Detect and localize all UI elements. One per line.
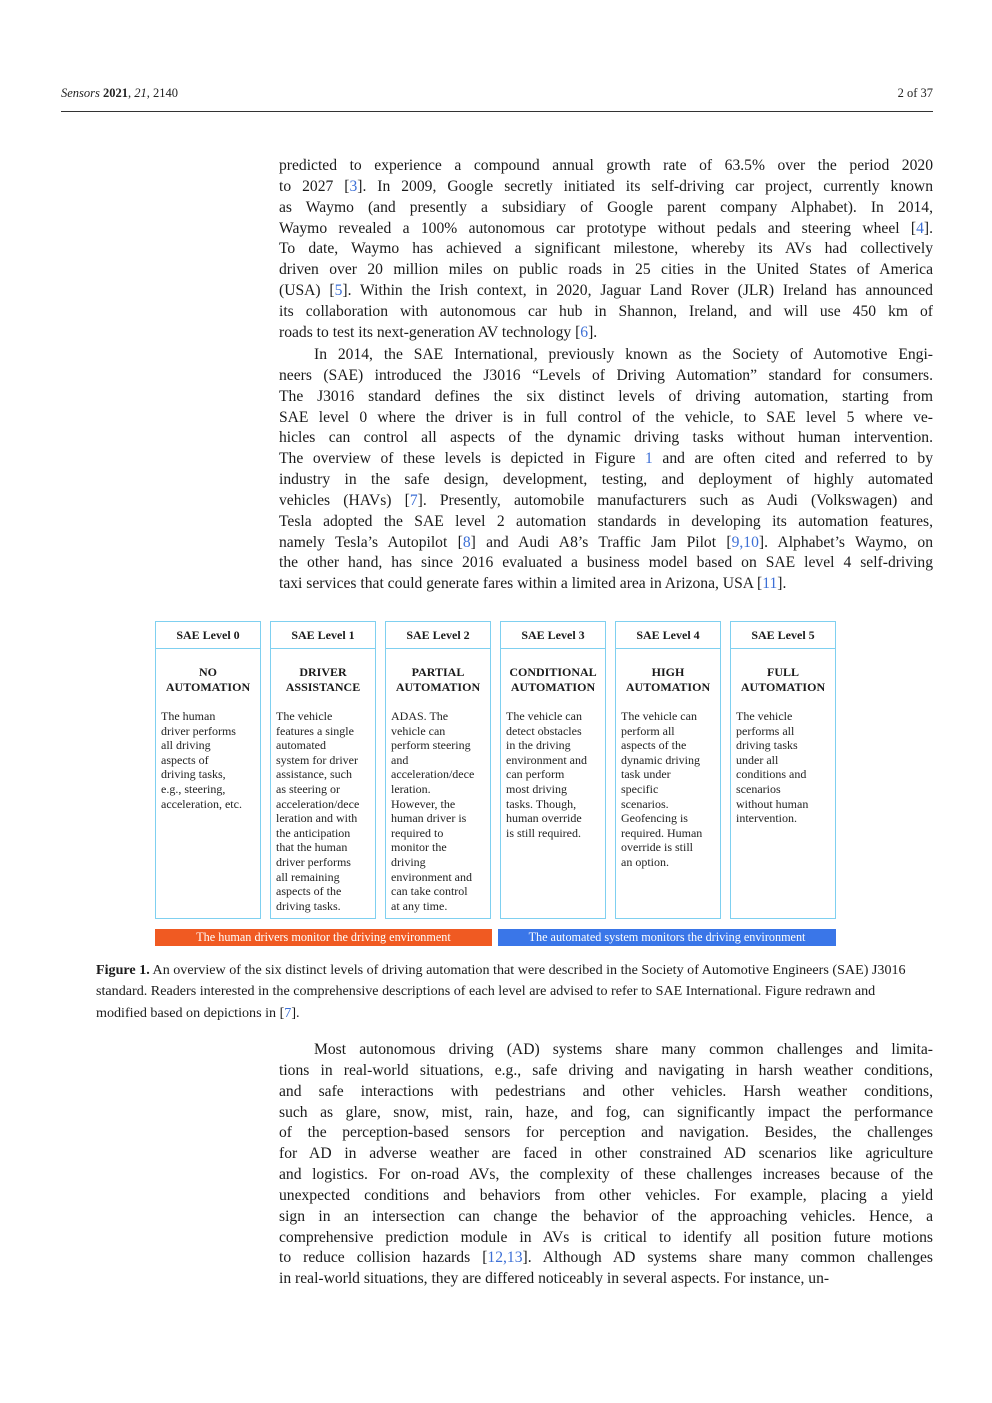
page-header xyxy=(61,86,933,106)
text-line: Waymo revealed a 100% autonomous car prototype without pedals and steering wheel [4]. xyxy=(279,219,933,237)
human-monitor-bar: The human drivers monitor the driving environment xyxy=(155,929,492,946)
text-line: sign in an intersection can change the behavior of the approaching vehicles. Hence, a xyxy=(279,1207,933,1225)
sae-level-heading: SAE Level 5 xyxy=(731,622,835,649)
text-line: namely Tesla’s Autopilot [8] and Audi A8’s Traffic Jam Pilot [9,10]. Alphabet’s Waymo, on xyxy=(279,533,934,551)
sae-level-heading: SAE Level 3 xyxy=(501,622,605,649)
figure-caption xyxy=(96,960,911,1024)
journal-volume: 21 xyxy=(134,86,147,100)
header-divider xyxy=(61,111,933,112)
text-line: industry in the safe design, development, testing, and deployment of highly automated xyxy=(279,471,933,489)
sae-level-heading: SAE Level 4 xyxy=(616,622,720,649)
automation-name: NO AUTOMATION xyxy=(165,665,251,694)
paragraph-1 xyxy=(279,156,933,344)
text-line: taxi services that could generate fares within a limited area in Arizona, USA [11]. xyxy=(279,575,787,593)
text-line: such as glare, snow, mist, rain, haze, and fog, can significantly impact the performance xyxy=(279,1103,933,1121)
level-description: The human driver performs all driving aspects of driving tasks, e.g., steering, acceleration, etc. xyxy=(161,709,242,811)
sae-level-column xyxy=(500,621,606,919)
text-line: in real-world situations, they are differed noticeably in several aspects. For instance, un- xyxy=(279,1270,830,1288)
text-line: hicles can control all aspects of the dynamic driving tasks without human intervention. xyxy=(279,429,933,447)
text-line: to 2027 [3]. In 2009, Google secretly initiated its self-driving car project, currently known xyxy=(279,177,933,195)
level-description: The vehicle features a single automated system for driver assistance, such as steering or acceleration/dece leration and with the anticipation that the human driver performs all remaining aspects of the driving tasks. xyxy=(276,709,360,913)
level-description: The vehicle can detect obstacles in the driving environment and can perform most driving tasks. Though, human override is still required. xyxy=(506,709,587,840)
page-number: 2 of 37 xyxy=(897,86,933,100)
journal-year: 2021 xyxy=(103,86,129,100)
sae-level-heading: SAE Level 0 xyxy=(156,622,260,649)
text-line: The J3016 standard defines the six distinct levels of driving automation, starting from xyxy=(279,387,933,405)
text-line: The overview of these levels is depicted in Figure 1 and are often cited and referred to by xyxy=(279,450,933,468)
automated-monitor-bar: The automated system monitors the driving environment xyxy=(498,929,836,946)
sae-level-heading: SAE Level 2 xyxy=(386,622,490,649)
article-number: 2140 xyxy=(153,86,179,100)
text-line: roads to test its next-generation AV technology [6]. xyxy=(279,323,598,341)
text-line: to reduce collision hazards [12,13]. Although AD systems share many common challenges xyxy=(279,1249,934,1267)
automation-name: DRIVER ASSISTANCE xyxy=(285,665,361,694)
text-line: In 2014, the SAE International, previously known as the Society of Automotive Engi- xyxy=(314,346,933,363)
text-line: Most autonomous driving (AD) systems share many common challenges and limita- xyxy=(314,1041,933,1058)
text-line: To date, Waymo has achieved a significant milestone, whereby its AVs had collectively xyxy=(279,240,933,258)
level-description: The vehicle can perform all aspects of the dynamic driving task under specific scenarios. Geofencing is required. Human override is still an option. xyxy=(621,709,703,869)
sae-level-column xyxy=(615,621,721,919)
paragraph-2 xyxy=(279,345,933,595)
text-line: neers (SAE) introduced the J3016 “Levels of Driving Automation” standard for consumers. xyxy=(279,366,933,384)
text-line: and logistics. For on-road AVs, the complexity of these challenges increases because of the xyxy=(279,1166,933,1184)
automation-name: HIGH AUTOMATION xyxy=(625,665,711,694)
automation-name: CONDITIONAL AUTOMATION xyxy=(509,665,597,694)
text-line: tions in real-world situations, e.g., safe driving and navigating in harsh weather conditions, xyxy=(279,1061,933,1079)
text-line: SAE level 0 where the driver is in full control of the vehicle, to SAE level 5 where ve- xyxy=(279,408,933,426)
automation-name: FULL AUTOMATION xyxy=(740,665,826,694)
level-description: The vehicle performs all driving tasks under all conditions and scenarios without human intervention. xyxy=(736,709,809,826)
text-line: driven over 20 million miles on public roads in 25 cities in the United States of America xyxy=(279,261,933,279)
caption-label: Figure 1. xyxy=(96,962,150,978)
text-line: of the perception-based sensors for perception and navigation. Besides, the challenges xyxy=(279,1124,933,1142)
level-description: ADAS. The vehicle can perform steering and acceleration/dece leration. However, the human driver is required to monitor the driving environment and can take control at any time. xyxy=(391,709,475,913)
text-line: (USA) [5]. Within the Irish context, in 2020, Jaguar Land Rover (JLR) Ireland has announced xyxy=(279,282,933,300)
text-line: and safe interactions with pedestrians and other vehicles. Harsh weather conditions, xyxy=(279,1082,933,1100)
text-line: predicted to experience a compound annual growth rate of 63.5% over the period 2020 xyxy=(279,157,933,174)
sae-level-column xyxy=(385,621,491,919)
figure-1 xyxy=(155,621,836,951)
text-line: unexpected conditions and behaviors from other vehicles. For example, placing a yield xyxy=(279,1186,933,1204)
text-line: vehicles (HAVs) [7]. Presently, automobile manufacturers such as Audi (Volkswagen) and xyxy=(279,491,933,509)
text-line: for AD in adverse weather are faced in other constrained AD scenarios like agriculture xyxy=(279,1145,933,1163)
journal-citation: Sensors 2021, 21, 2140 xyxy=(61,86,179,100)
sae-level-column xyxy=(730,621,836,919)
text-line: comprehensive prediction module in AVs is critical to identify all position future motions xyxy=(279,1228,933,1246)
text-line: as Waymo (and presently a subsidiary of Google parent company Alphabet). In 2014, xyxy=(279,198,933,216)
journal-name: Sensors xyxy=(61,86,100,100)
text-line: the other hand, has since 2016 evaluated a business model based on SAE level 4 self-driving xyxy=(279,554,933,572)
paragraph-3 xyxy=(279,1040,933,1290)
automation-name: PARTIAL AUTOMATION xyxy=(395,665,481,694)
sae-level-heading: SAE Level 1 xyxy=(271,622,375,649)
text-line: Tesla adopted the SAE level 2 automation standards in developing its automation features, xyxy=(279,512,933,530)
caption-text: An overview of the six distinct levels of driving automation that were described in the Society of Automotive Engineers (SAE) J3016 standard. Readers interested in the comprehensive descriptions of each level are advised to refer to SAE International. Figure redrawn and modified based on depictions in [7]. xyxy=(96,962,906,1021)
sae-level-column xyxy=(155,621,261,919)
text-line: its collaboration with autonomous car hub in Shannon, Ireland, and will use 450 km of xyxy=(279,302,933,320)
sae-level-column xyxy=(270,621,376,919)
